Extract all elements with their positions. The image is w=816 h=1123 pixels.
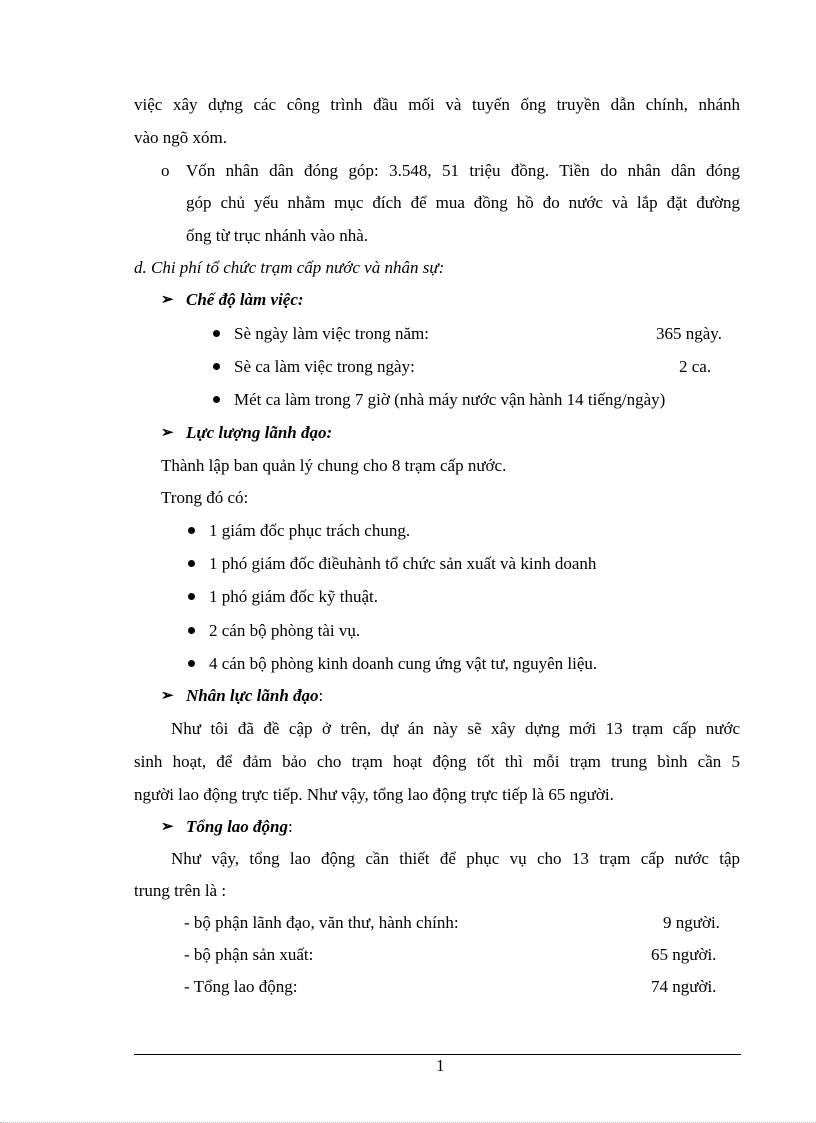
section-1-title: Chế độ làm việc: bbox=[186, 290, 304, 309]
section-4-title-colon: : bbox=[288, 817, 293, 836]
dot-bullet-icon bbox=[213, 330, 220, 337]
dot-bullet-icon bbox=[188, 527, 195, 534]
section-heading-d: d. Chi phí tổ chức trạm cấp nước và nhân sự: bbox=[134, 258, 445, 277]
shifts-label: Sè ca làm việc trong ngày: bbox=[234, 357, 415, 376]
section-2-title: Lực lượng lãnh đạo: bbox=[186, 423, 333, 442]
labor-row-value: 9 người. bbox=[663, 913, 720, 932]
section-4-title bbox=[186, 817, 293, 837]
circle-bullet-icon: o bbox=[161, 161, 170, 180]
page-number: 1 bbox=[436, 1056, 445, 1075]
paragraph-2-line-3: ống từ trục nhánh vào nhà. bbox=[186, 226, 369, 245]
list-item: 1 phó giám đốc kỹ thuật. bbox=[209, 587, 379, 606]
arrow-bullet-icon: ➢ bbox=[161, 819, 174, 835]
paragraph-2-line-1: Vốn nhân dân đóng góp: 3.548, 51 triệu đồng. Tiền do nhân dân đóng bbox=[186, 161, 740, 180]
dot-bullet-icon bbox=[188, 627, 195, 634]
list-item: 4 cán bộ phòng kinh doanh cung ứng vật tư, nguyên liệu. bbox=[209, 654, 598, 673]
arrow-bullet-icon: ➢ bbox=[161, 688, 174, 704]
work-days-label: Sè ngày làm việc trong năm: bbox=[234, 324, 429, 343]
dot-bullet-icon bbox=[188, 593, 195, 600]
dot-bullet-icon bbox=[213, 363, 220, 370]
list-item: 1 phó giám đốc điềuhành tổ chức sản xuất và kinh doanh bbox=[209, 554, 597, 573]
labor-row-value: 65 người. bbox=[651, 945, 717, 964]
dot-bullet-icon bbox=[188, 560, 195, 567]
labor-row-label: - bộ phận sản xuất: bbox=[184, 945, 314, 964]
labor-row-label: - bộ phận lãnh đạo, văn thư, hành chính: bbox=[184, 913, 459, 932]
footer-divider bbox=[134, 1054, 741, 1055]
work-days-value: 365 ngày. bbox=[656, 324, 722, 343]
section-3-line-1: Như tôi đã đề cập ở trên, dự án này sẽ xây dựng mới 13 trạm cấp nước bbox=[171, 719, 740, 738]
section-3-title-colon: : bbox=[318, 686, 324, 705]
shifts-value: 2 ca. bbox=[679, 357, 712, 376]
section-4-line-2: trung trên là : bbox=[134, 881, 227, 900]
paragraph-2-line-2: góp chủ yếu nhằm mục đích để mua đồng hồ đo nước và lắp đặt đường bbox=[186, 193, 740, 212]
dot-bullet-icon bbox=[213, 396, 220, 403]
shift-hours-text: Mét ca làm trong 7 giờ (nhà máy nước vận hành 14 tiếng/ngày) bbox=[234, 390, 666, 409]
arrow-bullet-icon: ➢ bbox=[161, 425, 174, 441]
list-item: 1 giám đốc phục trách chung. bbox=[209, 521, 411, 540]
dot-bullet-icon bbox=[188, 660, 195, 667]
labor-row-label: - Tổng lao động: bbox=[184, 977, 298, 996]
section-2-intro-1: Thành lập ban quản lý chung cho 8 trạm cấp nước. bbox=[161, 456, 507, 475]
list-item: 2 cán bộ phòng tài vụ. bbox=[209, 621, 361, 640]
arrow-bullet-icon: ➢ bbox=[161, 292, 174, 308]
paragraph-1-line-2: vào ngõ xóm. bbox=[134, 128, 228, 147]
section-3-line-2: sinh hoạt, để đảm bảo cho trạm hoạt động tốt thì mỗi trạm trung bình cần 5 bbox=[134, 752, 740, 771]
section-4-title-text: Tổng lao động bbox=[186, 817, 289, 836]
section-4-line-1: Như vậy, tổng lao động cần thiết để phục vụ cho 13 trạm cấp nước tập bbox=[171, 849, 740, 868]
section-3-title-text: Nhân lực lãnh đạo bbox=[186, 686, 319, 705]
section-3-title bbox=[186, 686, 323, 706]
paragraph-1-line-1: việc xây dựng các công trình đầu mối và tuyến ống truyền dẫn chính, nhánh bbox=[134, 95, 740, 114]
labor-row-value: 74 người. bbox=[651, 977, 717, 996]
section-2-intro-2: Trong đó có: bbox=[161, 488, 249, 507]
section-3-line-3: người lao động trực tiếp. Như vậy, tổng lao động trực tiếp là 65 người. bbox=[134, 785, 614, 804]
